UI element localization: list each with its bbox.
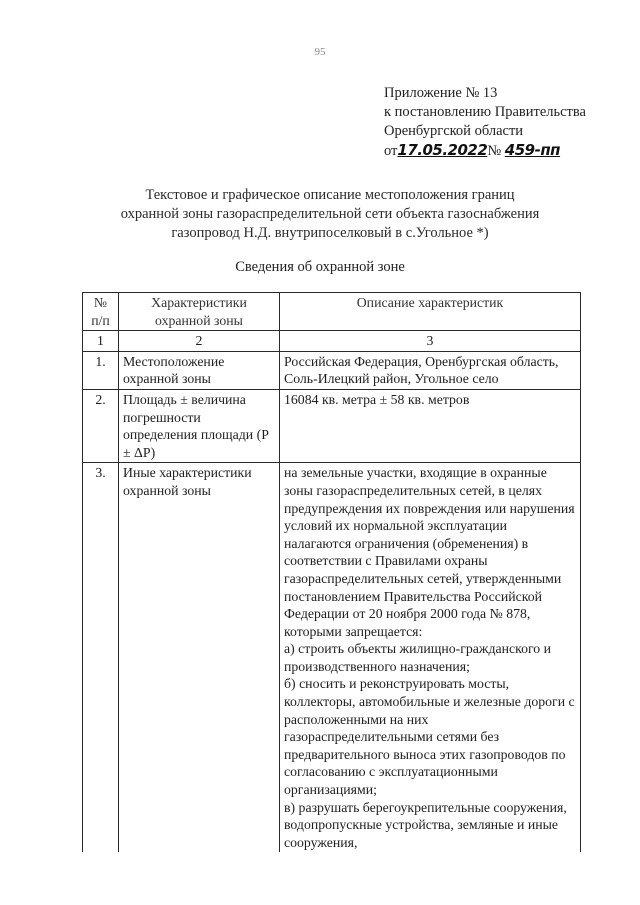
index-cell-2: 2 [119,331,280,352]
row-characteristic: Площадь ± величина погрешности определения площади (P ± ΔP) [119,389,280,462]
index-cell-1: 1 [83,331,119,352]
description-paragraph: а) строить объекты жилищно-гражданского и производственного назначения; [284,641,552,674]
row-description [280,463,581,853]
table-row [83,389,581,462]
row-number: 3. [83,463,119,853]
date-prefix: от [384,143,398,159]
handwritten-number: 459-пп [504,141,561,159]
header-number: № п/п [83,293,119,331]
appendix-title: Приложение № 13 [384,85,498,101]
row-number: 1. [83,351,119,389]
row-number: 2. [83,389,119,462]
number-prefix: № [487,143,502,159]
row-characteristic: Иные характеристики охранной зоны [119,463,280,853]
zone-info-table [82,292,581,852]
description-paragraph: 16084 кв. метра ± 58 кв. метров [284,391,470,407]
page-number: 95 [314,46,326,58]
document-title [60,186,600,243]
section-subtitle: Сведения об охранной зоне [235,259,405,275]
description-paragraph: б) сносить и реконструировать мосты, коллекторы, автомобильные и железные дороги с расположенными на них газораспределительными сетями без предварительного выноса этих газопроводов по согласованию с эксплуатационными организациями; [284,676,575,798]
description-paragraph: на земельные участки, входящие в охранные зоны газораспределительных сетей, в целях предупреждения их повреждения или нарушения условий их нормальной эксплуатации налагаются ограничения (обременения) в соответствии с Правилами охраны газораспределительных сетей, утвержденными постановлением Правительства Российской Федерации от 20 ноября 2000 года № 878, которыми запрещается: [284,465,575,639]
title-line-3: газопровод Н.Д. внутрипоселковый в с.Угольное *) [171,225,489,241]
appendix-date-line [384,141,624,161]
row-characteristic: Местоположение охранной зоны [119,351,280,389]
row-description [280,351,581,389]
table-row [83,463,581,853]
table-index-row [83,331,581,352]
description-paragraph: в) разрушать берегоукрепительные сооружения, водопропускные устройства, земляные и иные сооружения, [284,799,567,850]
table-row [83,351,581,389]
appendix-resolution: к постановлению Правительства [384,104,586,120]
handwritten-date: 17.05.2022 [397,141,488,159]
row-description [280,389,581,462]
title-line-2: охранной зоны газораспределительной сети объекта газоснабжения [120,206,540,222]
header-description: Описание характеристик [280,293,581,331]
table-header-row [83,293,581,331]
index-cell-3: 3 [280,331,581,352]
appendix-block [384,84,624,161]
description-paragraph: Российская Федерация, Оренбургская область, Соль-Илецкий район, Угольное село [284,353,559,387]
header-characteristics: Характеристики охранной зоны [119,293,280,331]
appendix-region: Оренбургской области [384,123,524,139]
title-line-1: Текстовое и графическое описание местоположения границ [145,187,515,203]
